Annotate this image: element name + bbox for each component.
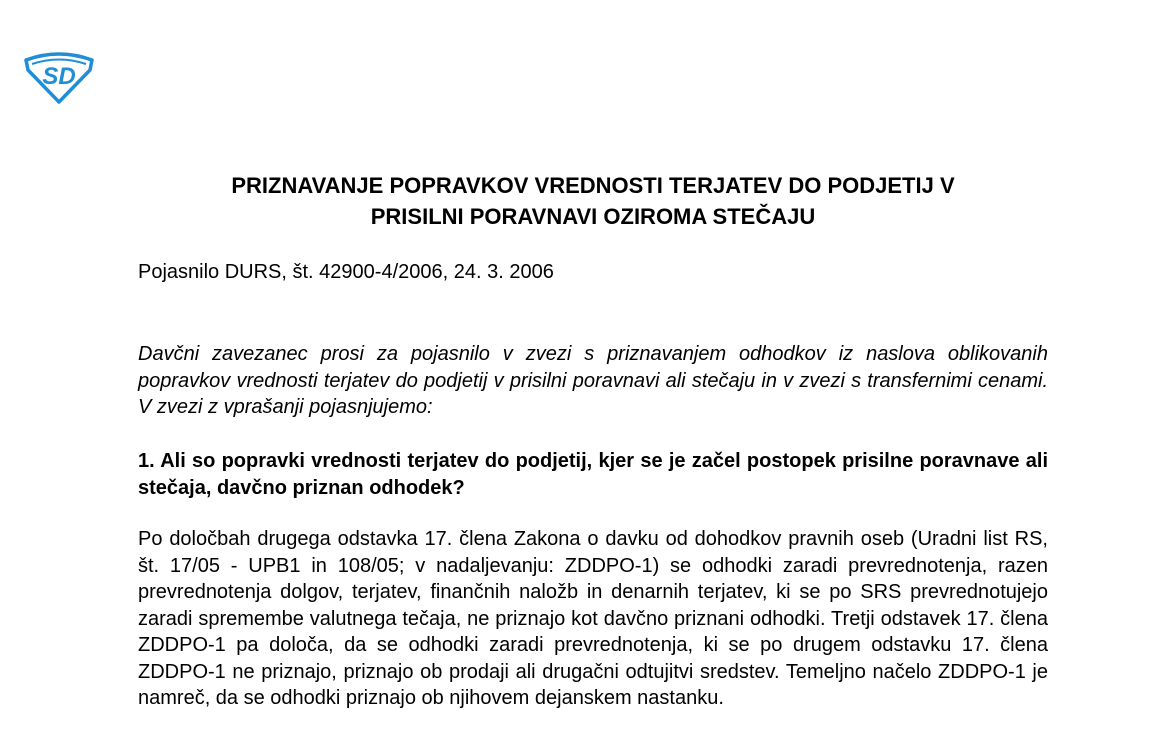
title-line-2: PRISILNI PORAVNAVI OZIROMA STEČAJU	[370, 204, 816, 229]
document-source: Pojasnilo DURS, št. 42900-4/2006, 24. 3. 2006	[138, 261, 554, 283]
intro-paragraph: Davčni zavezanec prosi za pojasnilo v zvezi s priznavanjem odhodkov iz naslova oblikovanih popravkov vrednosti terjatev do podjetij v prisilni poravnavi ali stečaju in v zvezi s transfernimi cenami. V zvezi z vprašanji pojasnjujemo:	[138, 343, 1048, 418]
logo-text: SD	[42, 63, 76, 90]
company-logo	[22, 50, 96, 104]
title-line-1: PRIZNAVANJE POPRAVKOV VREDNOSTI TERJATEV DO PODJETIJ V	[231, 173, 955, 198]
question-1: 1. Ali so popravki vrednosti terjatev do podjetij, kjer se je začel postopek prisilne poravnave ali stečaja, davčno priznan odhodek?	[138, 450, 1048, 499]
document-title	[138, 170, 1048, 232]
answer-1: Po določbah drugega odstavka 17. člena Zakona o davku od dohodkov pravnih oseb (Uradni list RS, št. 17/05 - UPB1 in 108/05; v nadaljevanju: ZDDPO-1) se odhodki zaradi prevrednotenja, razen prevrednotenja dolgov, terjatev, finančnih naložb in denarnih terjatev, ki se po SRS prevrednotujejo zaradi spremembe valutnega tečaja, ne priznajo kot davčno priznani odhodki. Tretji odstavek 17. člena ZDDPO-1 pa določa, da se odhodki zaradi prevrednotenja, ki se po drugem odstavku 17. člena ZDDPO-1 ne priznajo, priznajo ob prodaji ali drugačni odtujitvi sredstev. Temeljno načelo ZDDPO-1 je namreč, da se odhodki priznajo ob njihovem dejanskem nastanku.	[138, 528, 1048, 709]
